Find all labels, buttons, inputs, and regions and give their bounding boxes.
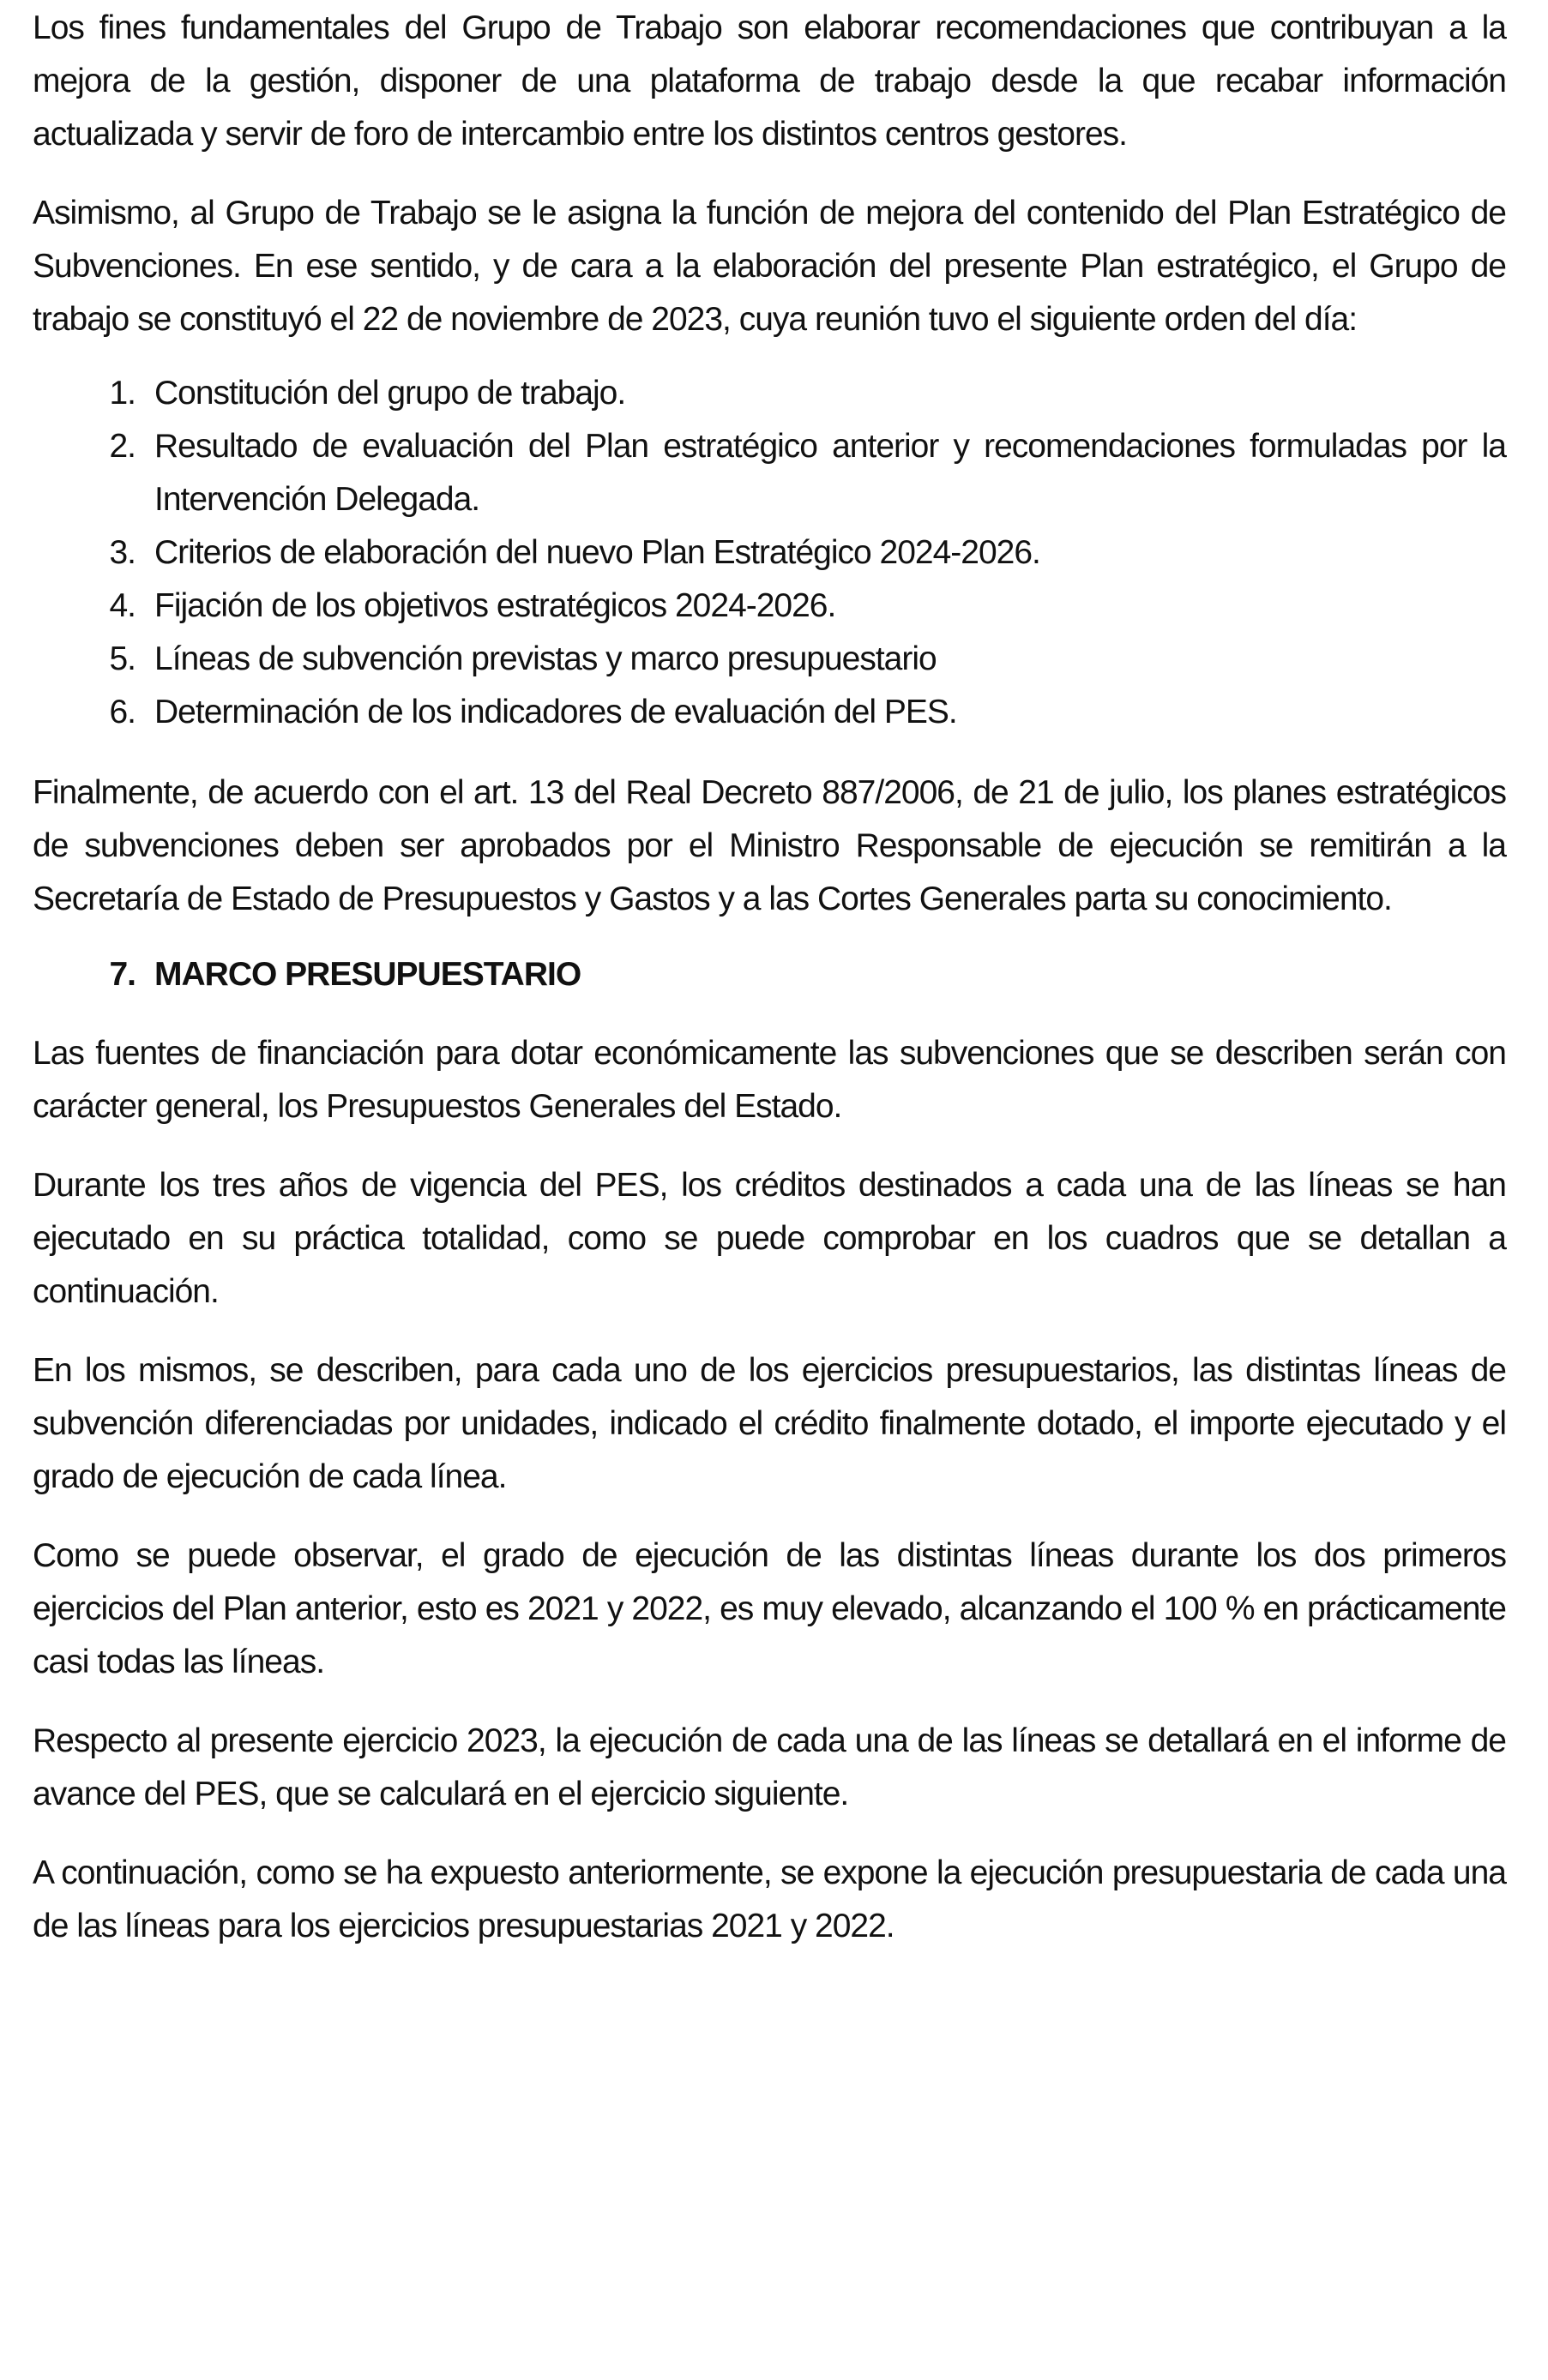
list-item	[33, 367, 1506, 420]
paragraph-descripcion-cuadros: En los mismos, se describen, para cada uno de los ejercicios presupuestarios, las distintas líneas de subvención diferenciadas por unidades, indicado el crédito finalmente dotado, el importe ejecutado y el grado de ejecución de cada línea.	[33, 1352, 1506, 1495]
paragraph-ejercicio-2023: Respecto al presente ejercicio 2023, la ejecución de cada una de las líneas se detallará en el informe de avance del PES, que se calculará en el ejercicio siguiente.	[33, 1722, 1506, 1812]
list-item	[33, 420, 1506, 526]
list-item-number: 1.	[109, 375, 136, 412]
paragraph-fuentes-financiacion: Las fuentes de financiación para dotar económicamente las subvenciones que se describen serán con carácter general, los Presupuestos Generales del Estado.	[33, 1035, 1506, 1125]
list-item-number: 6.	[109, 694, 136, 730]
list-item-number: 4.	[109, 587, 136, 624]
section-title: MARCO PRESUPUESTARIO	[154, 956, 581, 993]
paragraph-finalmente: Finalmente, de acuerdo con el art. 13 del Real Decreto 887/2006, de 21 de julio, los planes estratégicos de subvenciones deben ser aprobados por el Ministro Responsable de ejecución se remitirán a la Secretaría de Estado de Presupuestos y Gastos y a las Cortes Generales parta su conocimiento.	[33, 774, 1506, 917]
list-item-number: 5.	[109, 640, 136, 677]
list-item	[33, 580, 1506, 633]
list-item	[33, 686, 1506, 739]
list-item	[33, 526, 1506, 580]
list-item-text: Líneas de subvención previstas y marco presupuestario	[154, 640, 937, 677]
list-item-text: Determinación de los indicadores de evaluación del PES.	[154, 694, 957, 730]
list-item-number: 2.	[109, 428, 136, 465]
list-item-text: Criterios de elaboración del nuevo Plan Estratégico 2024-2026.	[154, 534, 1040, 571]
agenda-list	[33, 367, 1506, 739]
paragraph-grupo-fines: Los fines fundamentales del Grupo de Trabajo son elaborar recomendaciones que contribuyan a la mejora de la gestión, disponer de una plataforma de trabajo desde la que recabar información actualizada y servir de foro de intercambio entre los distintos centros gestores.	[33, 9, 1506, 153]
paragraph-grupo-funcion: Asimismo, al Grupo de Trabajo se le asigna la función de mejora del contenido del Plan Estratégico de Subvenciones. En ese sentido, y de cara a la elaboración del presente Plan estratégico, el Grupo de trabajo se constituyó el 22 de noviembre de 2023, cuya reunión tuvo el siguiente orden del día:	[33, 195, 1506, 338]
paragraph-grado-ejecucion: Como se puede observar, el grado de ejecución de las distintas líneas durante los dos primeros ejercicios del Plan anterior, esto es 2021 y 2022, es muy elevado, alcanzando el 100 % en prácticamente casi todas las líneas.	[33, 1537, 1506, 1680]
list-item-text: Fijación de los objetivos estratégicos 2024-2026.	[154, 587, 836, 624]
paragraph-vigencia-pes: Durante los tres años de vigencia del PES, los créditos destinados a cada una de las líneas se han ejecutado en su práctica totalidad, como se puede comprobar en los cuadros que se detallan a continuación.	[33, 1167, 1506, 1310]
list-item	[33, 633, 1506, 686]
section-number: 7.	[109, 956, 136, 993]
section-heading	[33, 948, 1506, 1001]
list-item-number: 3.	[109, 534, 136, 571]
list-item-text: Resultado de evaluación del Plan estratégico anterior y recomendaciones formuladas por la Intervención Delegada.	[154, 428, 1506, 518]
document-page	[33, 2, 1506, 1979]
list-item-text: Constitución del grupo de trabajo.	[154, 375, 626, 412]
paragraph-a-continuacion: A continuación, como se ha expuesto anteriormente, se expone la ejecución presupuestaria de cada una de las líneas para los ejercicios presupuestarias 2021 y 2022.	[33, 1854, 1506, 1944]
